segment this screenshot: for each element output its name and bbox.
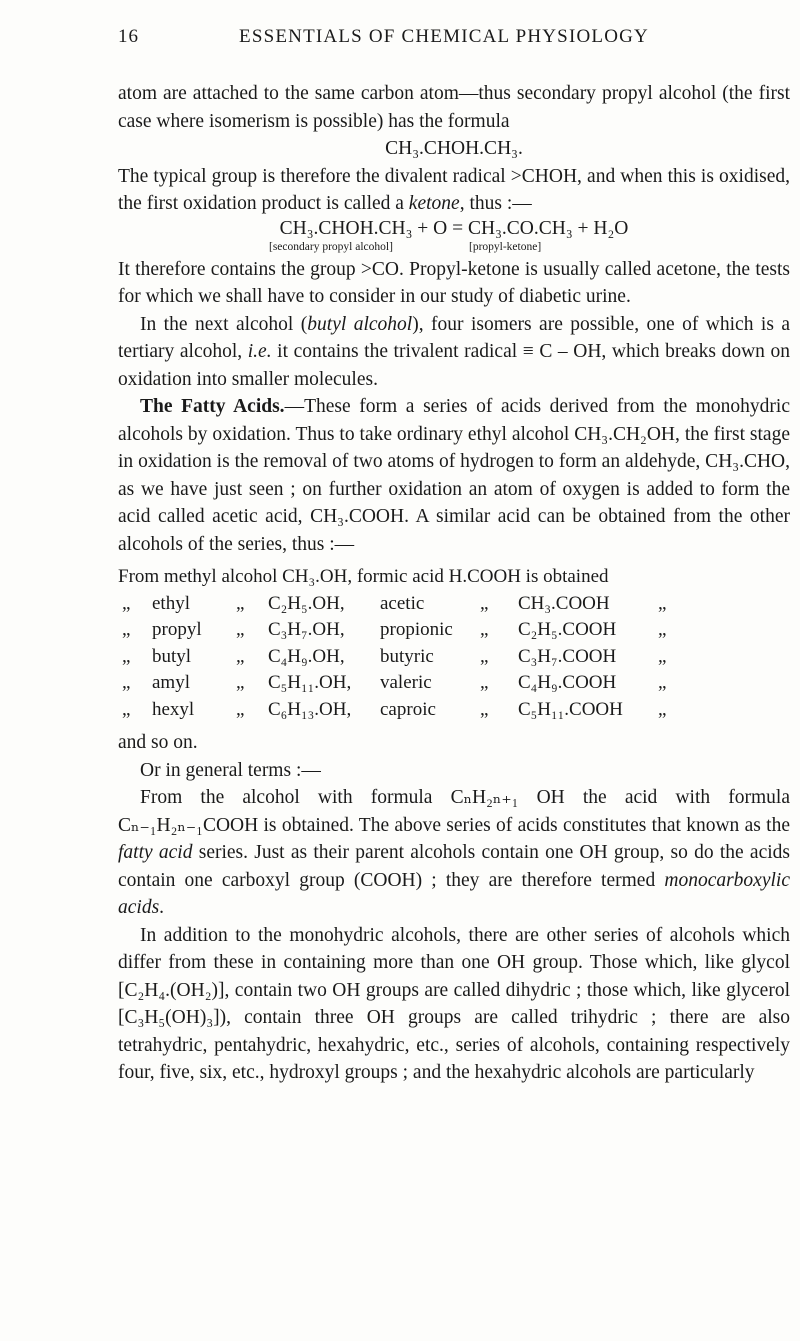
section-heading: The Fatty Acids.	[140, 396, 285, 417]
alcohol-acid-table	[118, 564, 790, 723]
table-cell: „	[480, 619, 489, 640]
table-cell: „	[480, 672, 489, 693]
paragraph-general: Or in general terms :—	[140, 759, 321, 781]
page-body	[118, 80, 790, 1087]
table-cell: propyl	[152, 619, 202, 640]
table-row	[118, 670, 790, 697]
running-title: ESSENTIALS OF CHEMICAL PHYSIOLOGY	[239, 26, 649, 47]
table-cell: ethyl	[152, 592, 190, 614]
table-cell: „	[480, 645, 489, 667]
table-cell: „	[122, 619, 131, 640]
table-row	[118, 617, 790, 644]
table-cell: „	[122, 672, 131, 693]
table-cell: hexyl	[152, 698, 195, 720]
table-cell: propionic	[380, 619, 453, 640]
table-cell: „	[236, 592, 245, 614]
table-cell: „	[236, 619, 245, 640]
table-cell: CH₃.COOH	[518, 592, 610, 614]
table-cell: C₄H₉.OH,	[268, 645, 345, 667]
table-cell: „	[122, 698, 131, 720]
table-cell: acetic	[380, 592, 425, 614]
table-cell: butyric	[380, 645, 434, 667]
table-first-row: From methyl alcohol CH₃.OH, formic acid H.COOH is obtained	[118, 566, 609, 587]
equation-labels	[118, 240, 790, 254]
paragraph-2: The typical group is therefore the divalent radical >CHOH, and when this is oxidised, the first oxidation product is called a ketone, thus :—	[118, 165, 790, 214]
table-cell: „	[658, 619, 667, 640]
table-cell: „	[122, 592, 131, 614]
equation-label-left: [secondary propyl alcohol]	[269, 240, 393, 253]
paragraph-polyhydric: In addition to the monohydric alcohols, there are other series of alcohols which differ from these in containing more than one OH group. Those which, like glycol [C₂H₄.(OH₂)], contain two OH groups are called dihydric ; those which, like glycerol [C₃H₅(OH)₃]), contain three OH groups are called trihydric ; there are also tetrahydric, pentahydric, hexahydric, etc., series of alcohols, containing respectively four, five, six, etc., hydroxyl groups ; and the hexahydric alcohols are particularly	[118, 924, 790, 1083]
table-cell: „	[236, 698, 245, 720]
table-cell: „	[122, 645, 131, 667]
table-cell: C₄H₉.COOH	[518, 672, 617, 693]
table-cell: amyl	[152, 672, 190, 693]
oxidation-equation	[118, 218, 790, 254]
equation-text: CH₃.CHOH.CH₃ + O = CH₃.CO.CH₃ + H₂O	[279, 217, 629, 239]
paragraph-4: In the next alcohol (butyl alcohol), four isomers are possible, one of which is a tertiary alcohol, i.e. it contains the trivalent radical ≡ C – OH, which breaks down on oxidation into smaller molecules.	[118, 313, 790, 390]
page-header	[118, 26, 730, 56]
ketone-term: ketone	[408, 193, 460, 214]
table-cell: C₂H₅.OH,	[268, 592, 345, 614]
table-cell: „	[480, 698, 489, 720]
table-cell: C₃H₇.COOH	[518, 645, 617, 667]
paragraph-1: atom are attached to the same carbon atom—thus secondary propyl alcohol (the first case where isomerism is possible) has the formula	[118, 83, 790, 132]
table-cell: butyl	[152, 645, 192, 667]
table-cell: „	[658, 645, 667, 667]
equation-label-right: [propyl-ketone]	[469, 240, 542, 253]
paragraph-general-formula: From the alcohol with formula CₙH₂ₙ₊₁ OH the acid with formula Cₙ₋₁H₂ₙ₋₁COOH is obtained. The above series of acids constitutes that known as the fatty acid series. Just as their parent alcohols contain one OH group, so do the acids contain one carboxyl group (COOH) ; they are therefore termed monocarboxylic acids.	[118, 787, 790, 918]
table-cell: „	[658, 592, 667, 614]
table-cell: „	[658, 698, 667, 720]
table-cell: caproic	[380, 698, 436, 720]
paragraph-fatty-acids: The Fatty Acids.—These form a series of acids derived from the monohydric alcohols by oxidation. Thus to take ordinary ethyl alcohol CH₃.CH₂OH, the first stage in oxidation is the removal of two atoms of hydrogen to form an aldehyde, CH₃.CHO, as we have just seen ; on further oxidation an atom of oxygen is added to form the acid called acetic acid, CH₃.COOH. A similar acid can be obtained from the other alcohols of the series, thus :—	[118, 396, 791, 555]
paragraph-3: It therefore contains the group >CO. Propyl-ketone is usually called acetone, the tests for which we shall have to consider in our study of diabetic urine.	[118, 258, 790, 307]
page-number: 16	[118, 26, 139, 47]
table-cell: C₂H₅.COOH	[518, 619, 617, 640]
table-cell: valeric	[380, 672, 432, 693]
table-after: and so on.	[118, 732, 198, 753]
table-cell: „	[480, 592, 489, 614]
table-cell: „	[236, 645, 245, 667]
table-cell: C₅H₁₁.OH,	[268, 672, 352, 693]
table-cell: C₆H₁₃.OH,	[268, 698, 352, 720]
formula-secondary-propyl: CH₃.CHOH.CH₃.	[385, 138, 523, 159]
table-rows	[118, 591, 790, 724]
table-row	[118, 644, 790, 671]
table-row	[118, 591, 790, 618]
table-cell: „	[658, 672, 667, 693]
table-cell: C₃H₇.OH,	[268, 619, 345, 640]
table-cell: C₅H₁₁.COOH	[518, 698, 623, 720]
table-row	[118, 697, 790, 724]
table-cell: „	[236, 672, 245, 693]
